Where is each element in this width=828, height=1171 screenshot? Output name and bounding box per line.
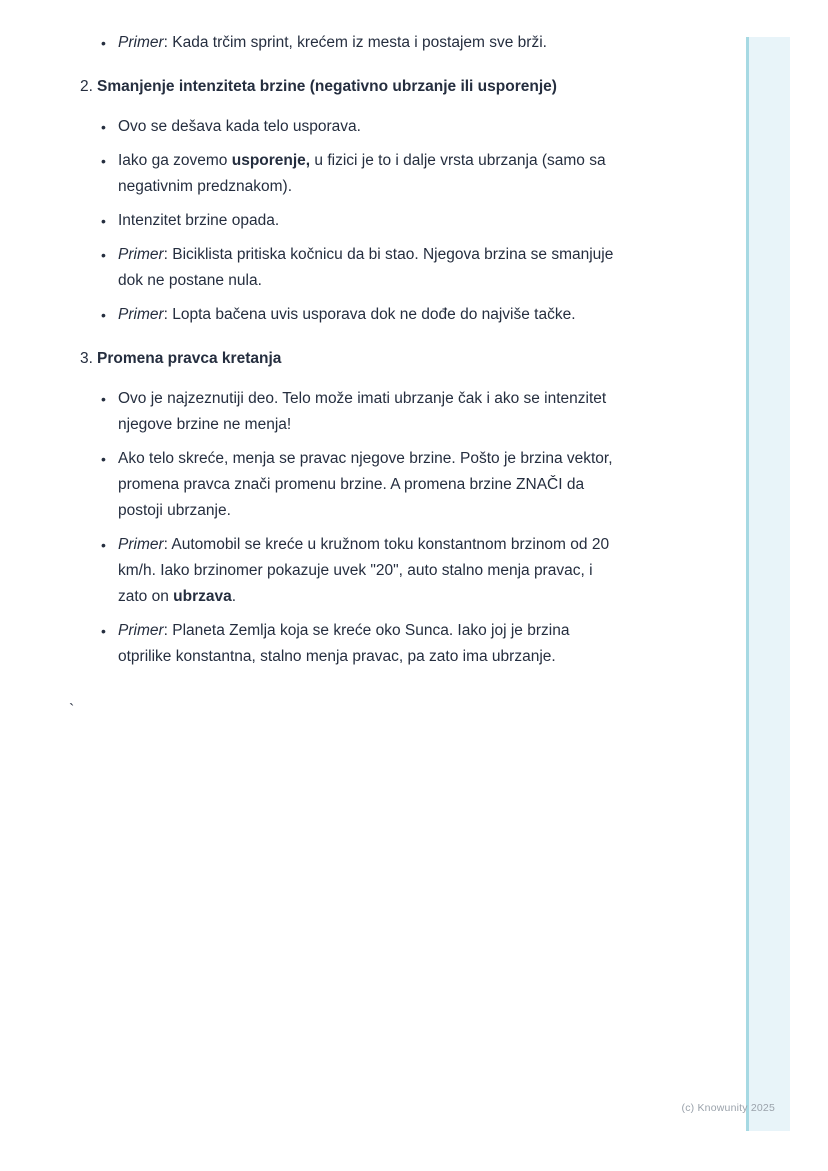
stray-character: ` [69,702,75,719]
list-item-text: Primer: Lopta bačena uvis usporava dok ne dođe do najviše tačke. [118,306,576,323]
section-number: 2. [80,78,93,95]
highlight-stripe [746,37,790,1131]
list-item [80,242,640,294]
list-item-text: Primer: Automobil se kreće u kružnom toku konstantnom brzinom od 20 km/h. Iako brzinomer pokazuje uvek "20", auto stalno menja pravac, i zato on ubrzava. [118,536,610,605]
bullet-icon: • [101,623,106,639]
list-item-text: Intenzitet brzine opada. [118,212,280,229]
copyright-footer: (c) Knowunity 2025 [681,1102,775,1114]
section-title: Smanjenje intenziteta brzine (negativno ubrzanje ili usporenje) [97,78,557,95]
bullet-icon: • [101,451,106,467]
document-content [80,30,640,678]
bullet-icon: • [101,391,106,407]
list-item-text: Primer: Kada trčim sprint, krećem iz mesta i postajem sve brži. [118,34,547,51]
list-item-text: Ovo se dešava kada telo usporava. [118,118,361,135]
section-heading [80,346,640,372]
list-item [80,302,640,328]
section-title: Promena pravca kretanja [97,350,282,367]
section-heading [80,74,640,100]
list-item [80,148,640,200]
bullet-icon: • [101,247,106,263]
list-item-text: Primer: Biciklista pritiska kočnicu da bi stao. Njegova brzina se smanjuje dok ne postane nula. [118,246,614,289]
list-item [80,532,640,610]
list-item [80,386,640,438]
bullet-icon: • [101,153,106,169]
bullet-icon: • [101,307,106,323]
bullet-icon: • [101,537,106,553]
list-item [80,446,640,524]
list-item-text: Primer: Planeta Zemlja koja se kreće oko Sunca. Iako joj je brzina otprilike konstantna, stalno menja pravac, pa zato ima ubrzanje. [118,622,570,665]
bullet-icon: • [101,119,106,135]
section-number: 3. [80,350,93,367]
list-item-text: Ovo je najzeznutiji deo. Telo može imati ubrzanje čak i ako se intenzitet njegove brzine ne menja! [118,390,607,433]
list-item [80,208,640,234]
bullet-icon: • [101,213,106,229]
list-item [80,30,640,56]
list-item-text: Iako ga zovemo usporenje, u fizici je to i dalje vrsta ubrzanja (samo sa negativnim predznakom). [118,152,606,195]
list-item-text: Ako telo skreće, menja se pravac njegove brzine. Pošto je brzina vektor, promena pravca znači promenu brzine. A promena brzine ZNAČI da postoji ubrzanje. [118,450,613,519]
bullet-icon: • [101,35,106,51]
list-item [80,114,640,140]
list-item [80,618,640,670]
